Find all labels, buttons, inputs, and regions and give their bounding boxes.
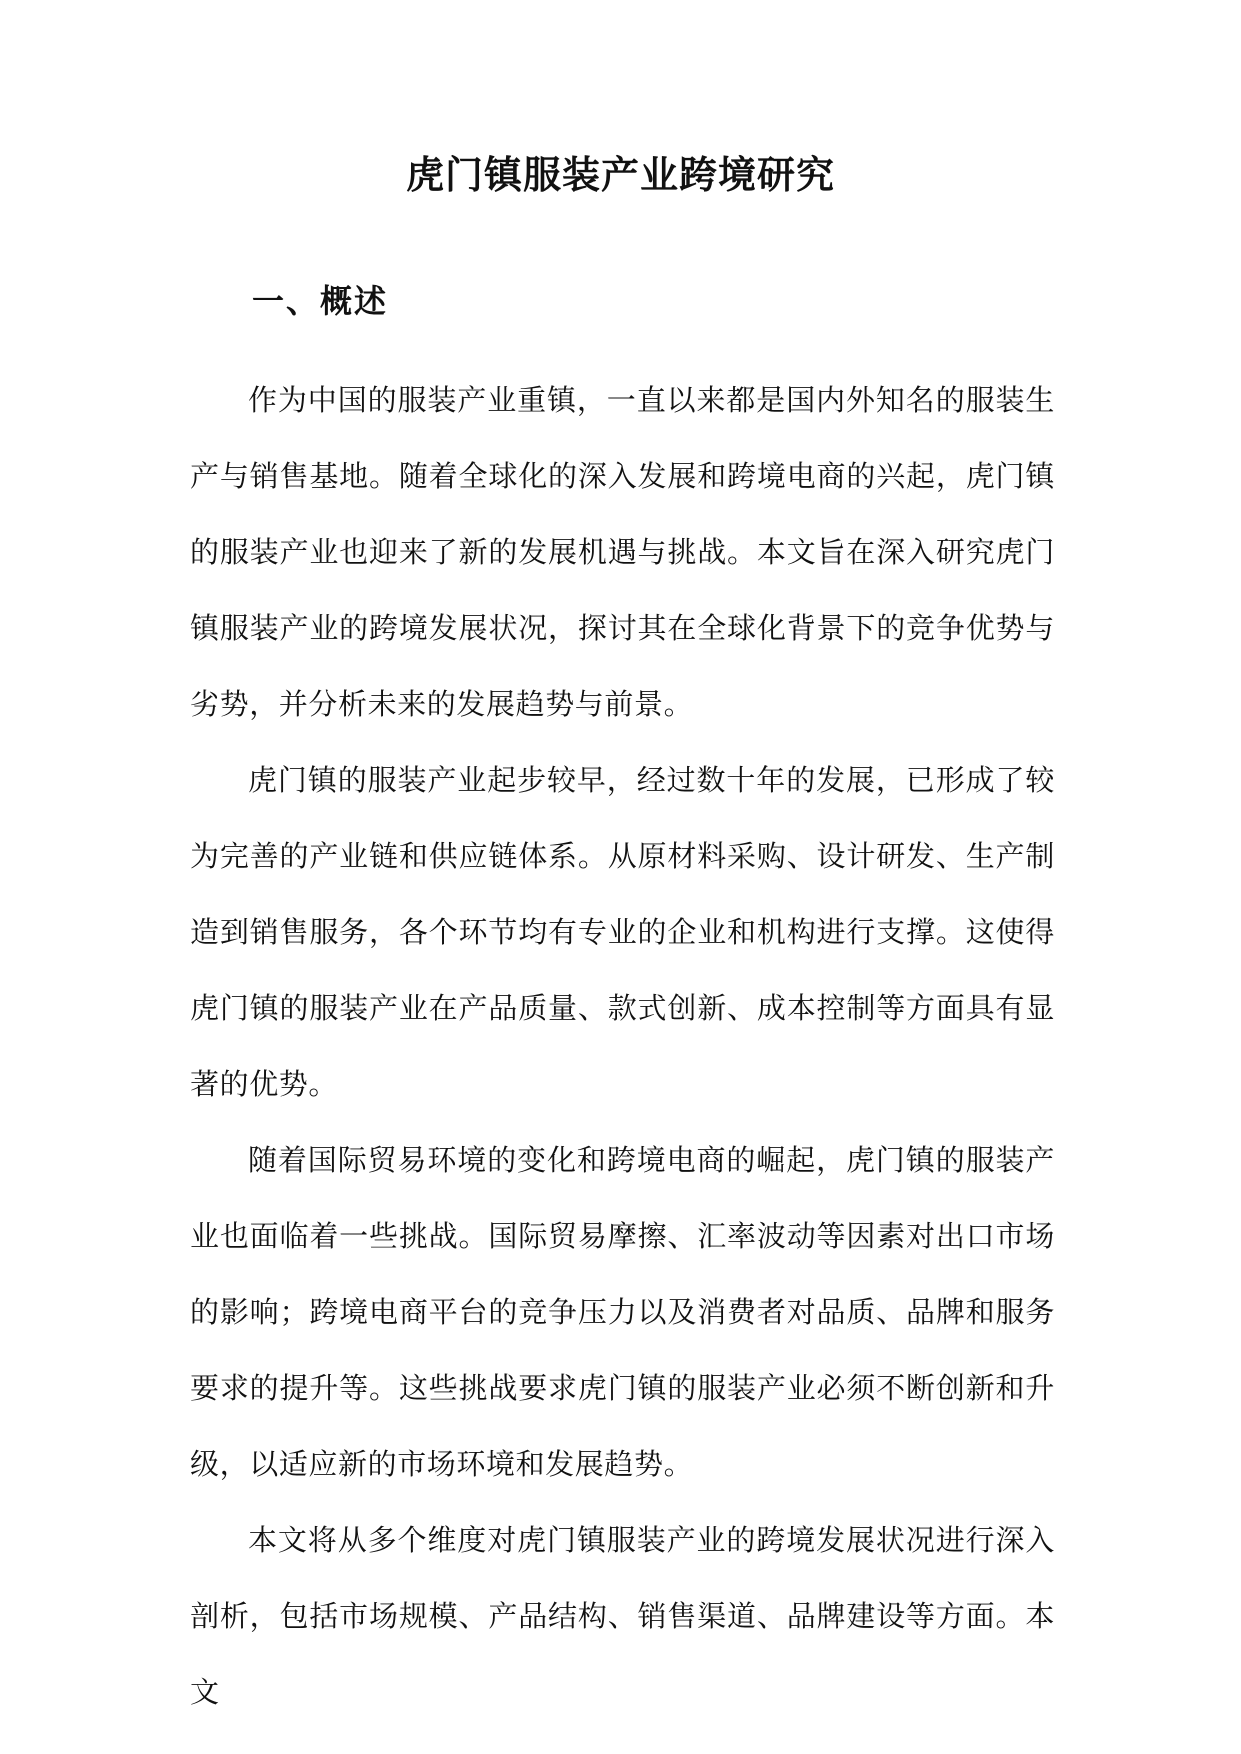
- paragraph: 本文将从多个维度对虎门镇服装产业的跨境发展状况进行深入剖析，包括市场规模、产品结构、销售渠道、品牌建设等方面。本文: [190, 1523, 1055, 1709]
- document-body: [190, 362, 1055, 1730]
- section-heading: 一、概述: [252, 282, 389, 320]
- document-title: 虎门镇服装产业跨境研究: [405, 152, 835, 197]
- paragraph: 虎门镇的服装产业起步较早，经过数十年的发展，已形成了较为完善的产业链和供应链体系。从原材料采购、设计研发、生产制造到销售服务，各个环节均有专业的企业和机构进行支撑。这使得虎门镇的服装产业在产品质量、款式创新、成本控制等方面具有显著的优势。: [190, 763, 1055, 1101]
- paragraph: 作为中国的服装产业重镇，一直以来都是国内外知名的服装生产与销售基地。随着全球化的深入发展和跨境电商的兴起，虎门镇的服装产业也迎来了新的发展机遇与挑战。本文旨在深入研究虎门镇服装产业的跨境发展状况，探讨其在全球化背景下的竞争优势与劣势，并分析未来的发展趋势与前景。: [190, 383, 1055, 721]
- paragraph: 随着国际贸易环境的变化和跨境电商的崛起，虎门镇的服装产业也面临着一些挑战。国际贸易摩擦、汇率波动等因素对出口市场的影响；跨境电商平台的竞争压力以及消费者对品质、品牌和服务要求的提升等。这些挑战要求虎门镇的服装产业必须不断创新和升级，以适应新的市场环境和发展趋势。: [190, 1143, 1055, 1481]
